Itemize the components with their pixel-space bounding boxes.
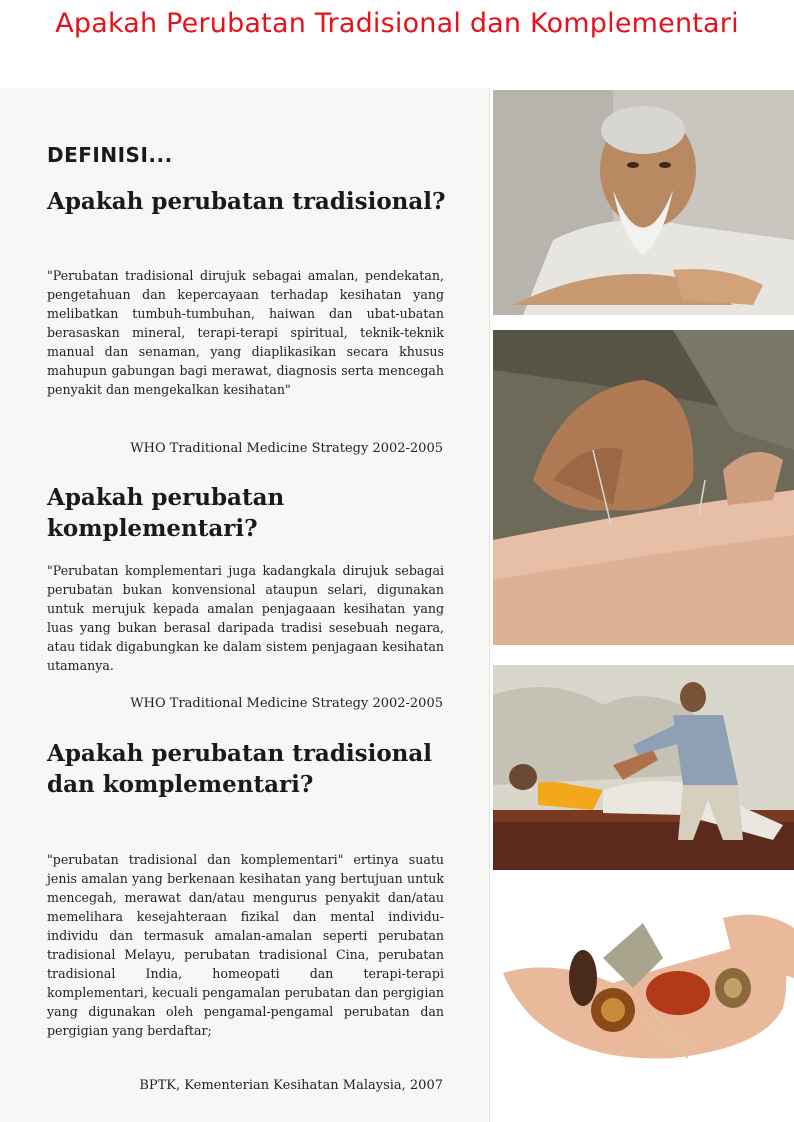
question-traditional: Apakah perubatan tradisional? (47, 188, 446, 215)
acupuncture-photo (493, 330, 794, 645)
elderly-practitioner-pulse-photo (493, 90, 794, 315)
quote-complementary: "Perubatan komplementari juga kadangkala dirujuk sebagai perubatan bukan konvensional ataupun selari, digunakan untuk merujuk kepada amalan penjagaaan kesihatan yang luas yang bukan berasal daripada tradisi sesebuah negara, atau tidak digabungkan ke dalam sistem penjagaan kesihatan utamanya. (47, 563, 444, 673)
source-traditional: WHO Traditional Medicine Strategy 2002-2005 (130, 441, 443, 456)
quote-traditional: "Perubatan tradisional dirujuk sebagai amalan, pendekatan, pengetahuan dan kepercayaan terhadap kesihatan yang melibatkan tumbuh-tumbuhan, haiwan dan ubat-ubatan berasaskan mineral, terapi-terapi spiritual, teknik-teknik manual dan senaman, yang diaplikasikan secara khusus mahupun gabungan bagi merawat, diagnosis serta mencegah penyakit dan mengekalkan kesihatan" (47, 268, 444, 397)
definition-heading: DEFINISI... (47, 143, 173, 167)
question-traditional-complementary: Apakah perubatan tradisional dan komplementari? (47, 740, 433, 798)
quote-traditional-complementary: "perubatan tradisional dan komplementari" ertinya suatu jenis amalan yang berkenaan kesihatan yang bertujuan untuk mencegah, merawat dan/atau mengurus penyakit dan/atau memelihara kesejahteraan fizikal dan mental individu-individu dan termasuk amalan-amalan seperti perubatan tradisional Melayu, perubatan tradisional Cina, perubatan tradisional India, homeopati dan terapi-terapi komplementari, kecuali pengamalan perubatan dan pergigian yang digunakan oleh pengamal-pengamal perubatan dan pergigian yang berdaftar; (47, 852, 444, 1038)
page-title: Apakah Perubatan Tradisional dan Komplementari (55, 8, 739, 39)
source-complementary: WHO Traditional Medicine Strategy 2002-2005 (130, 696, 443, 711)
scanned-definition-page (0, 88, 490, 1122)
massage-therapy-photo (493, 665, 794, 870)
herbs-in-hand-photo (493, 898, 794, 1098)
source-traditional-complementary: BPTK, Kementerian Kesihatan Malaysia, 2007 (139, 1078, 443, 1093)
question-complementary: Apakah perubatan komplementari? (47, 484, 285, 542)
